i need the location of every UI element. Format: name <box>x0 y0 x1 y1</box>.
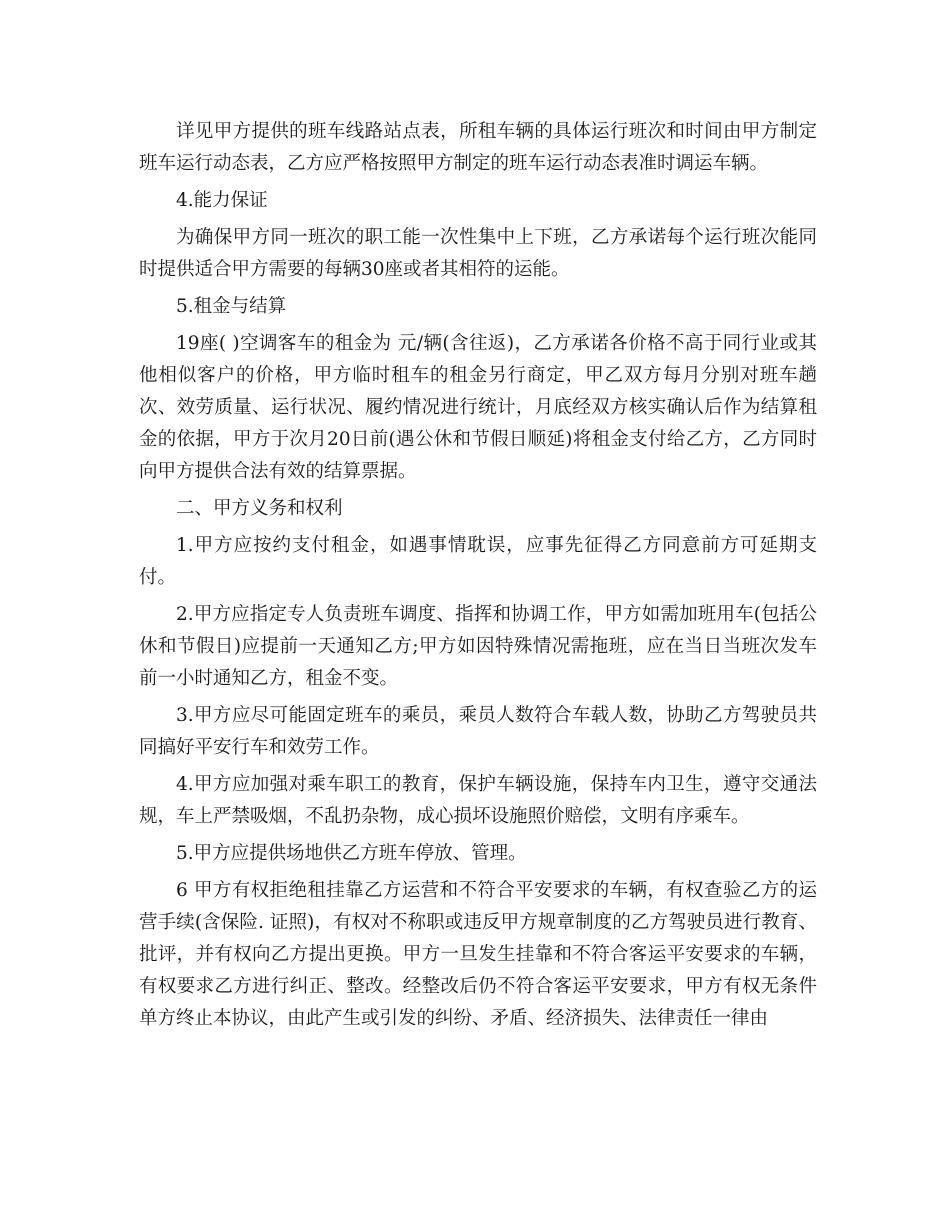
paragraph-8: 2.甲方应指定专人负责班车调度、指挥和协调工作，甲方如需加班用车(包括公休和节假日)应提前一天通知乙方;甲方如因特殊情况需拖班，应在当日当班次发车前一小时通知乙方，租金不变。 <box>139 604 817 689</box>
section-heading-party-a: 二、甲方义务和权利 <box>176 498 343 519</box>
section-heading-capability: 4.能力保证 <box>176 190 268 211</box>
paragraph-11: 5.甲方应提供场地供乙方班车停放、管理。 <box>176 843 527 864</box>
paragraph-1: 详见甲方提供的班车线路站点表，所租车辆的具体运行班次和时间由甲方制定班车运行动态表，乙方应严格按照甲方制定的班车运行动态表准时调运车辆。 <box>139 121 817 174</box>
paragraph-10: 4.甲方应加强对乘车职工的教育，保护车辆设施，保持车内卫生，遵守交通法规，车上严禁吸烟，不乱扔杂物，成心损坏设施照价赔偿，文明有序乘车。 <box>139 774 817 827</box>
paragraph-9: 3.甲方应尽可能固定班车的乘员，乘员人数符合车载人数，协助乙方驾驶员共同搞好平安行车和效劳工作。 <box>139 705 817 758</box>
document-body <box>139 116 817 1040</box>
paragraph-5: 19座( )空调客车的租金为 元/辆(含往返)，乙方承诺各价格不高于同行业或其他相似客户的价格，甲方临时租车的租金另行商定，甲乙双方每月分别对班车趟次、效劳质量、运行状况、履约情况进行统计，月底经双方核实确认后作为结算租金的依据，甲方于次月20日前(遇公休和节假日顺延)将租金支付给乙方，乙方同时向甲方提供合法有效的结算票据。 <box>139 333 817 482</box>
paragraph-3: 为确保甲方同一班次的职工能一次性集中上下班，乙方承诺每个运行班次能同时提供适合甲方需要的每辆30座或者其相符的运能。 <box>139 227 817 280</box>
paragraph-12: 6 甲方有权拒绝租挂靠乙方运营和不符合平安要求的车辆，有权查验乙方的运营手续(含保险. 证照)，有权对不称职或违反甲方规章制度的乙方驾驶员进行教育、批评，并有权向乙方提出更换。甲方一旦发生挂靠和不符合客运平安要求的车辆，有权要求乙方进行纠正、整改。经整改后仍不符合客运平安要求，甲方有权无条件单方终止本协议，由此产生或引发的纠纷、矛盾、经济损失、法律责任一律由 <box>139 880 817 1029</box>
section-heading-rent: 5.租金与结算 <box>176 296 287 317</box>
paragraph-7: 1.甲方应按约支付租金，如遇事情耽误，应事先征得乙方同意前方可延期支付。 <box>139 535 817 588</box>
